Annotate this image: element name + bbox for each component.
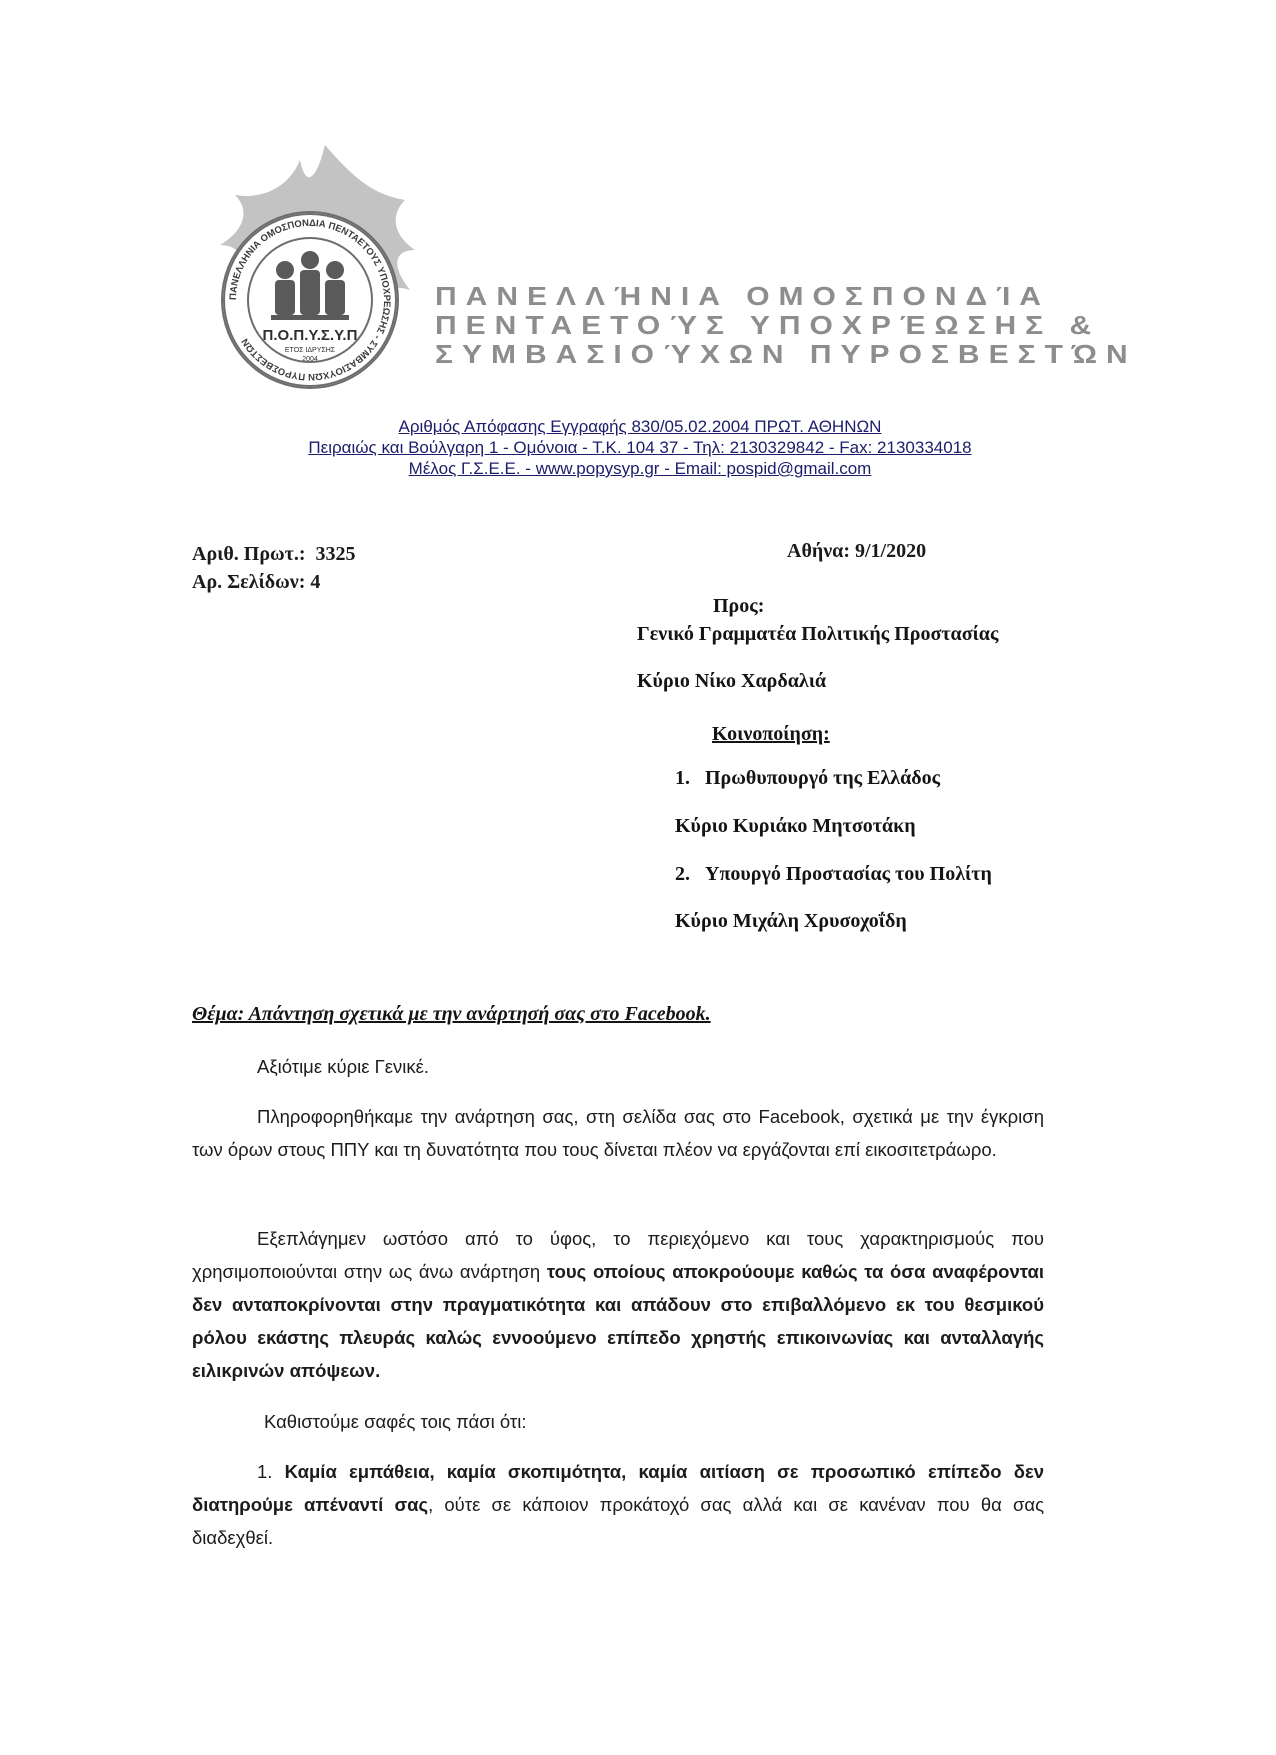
list-item-bold-text: Καμία εμπάθεια, καμία σκοπιμότητα, καμία αιτίαση σε προσωπικό επίπεδο δεν διατηρούμε απέναντί σας: [192, 1461, 1045, 1515]
cc-title: Πρωθυπουργό της Ελλάδος: [705, 767, 941, 789]
cc-name-2: Κύριο Μιχάλη Χρυσοχοΐδη: [675, 910, 907, 932]
registration-line: Αριθμός Απόφασης Εγγραφής 830/05.02.2004 ΠΡΩΤ. ΑΘΗΝΩΝ: [398, 417, 882, 436]
paragraph-1: Πληροφορηθήκαμε την ανάρτηση σας, στη σελίδα σας στο Facebook, σχετικά με την έγκριση των όρων στους ΠΠΥ και τη δυνατότητα που τους δίνεται πλέον να εργάζονται επί εικοσιτετράωρο.: [192, 1106, 1044, 1160]
salutation: Αξιότιμε κύριε Γενικέ.: [257, 1056, 430, 1077]
paragraph-2: [192, 1222, 1044, 1387]
contact-info: [230, 416, 1050, 479]
reference-block: [192, 540, 356, 596]
cc-number: 1.: [675, 767, 690, 789]
org-name-line: ΣΥΜΒΑΣΙΟΎΧΩΝ ΠΥΡΟΣΒΕΣΤΏΝ: [435, 340, 1137, 369]
cc-title: Υπουργό Προστασίας του Πολίτη: [705, 863, 992, 885]
letter-date: Αθήνα: 9/1/2020: [787, 540, 927, 562]
cc-label: Κοινοποίηση:: [712, 723, 830, 745]
emblem-ring-text: ΠΑΝΕΛΛΗΝΙΑ ΟΜΟΣΠΟΝΔΙΑ ΠΕΝΤΑΕΤΟΥΣ ΥΠΟΧΡΕΩΣΗΣ - ΣΥΜΒΑΣΙΟΥΧΩΝ ΠΥΡΟΣΒΕΣΤΩΝ: [227, 217, 393, 383]
cc-number: 2.: [675, 863, 690, 885]
to-recipient-title: Γενικό Γραμματέα Πολιτικής Προστασίας: [637, 623, 999, 645]
address-line: Πειραιώς και Βούλγαρη 1 - Ομόνοια - Τ.Κ. 104 37 - Τηλ: 2130329842 - Fax: 2130334018: [308, 438, 972, 457]
org-name-line: ΠΑΝΕΛΛΉΝΙΑ ΟΜΟΣΠΟΝΔΊΑ: [435, 283, 1050, 312]
to-label: Προς:: [713, 595, 765, 617]
emblem-founded-label: ΕΤΟΣ ΙΔΡΥΣΗΣ: [284, 347, 336, 354]
protocol-number: 3325: [315, 543, 356, 565]
paragraph-2-bold-text: τους οποίους αποκρούουμε καθώς τα όσα αναφέρονται δεν ανταποκρίνονται στην πραγματικότητα και απάδουν στο επιβαλλόμενο εκ του θεσμικού ρόλου εκάστης πλευράς καλώς εννοούμενο επίπεδο χρηστής επικοινωνίας και ανταλλαγής ειλικρινών απόψεων.: [192, 1261, 1044, 1381]
cc-name-1: Κύριο Κυριάκο Μητσοτάκη: [675, 815, 916, 837]
paragraph-2-text: Εξεπλάγημεν ωστόσο από το ύφος, το περιεχόμενο και τους χαρακτηρισμούς που χρησιμοποιούνται στην ως άνω ανάρτηση: [192, 1228, 1044, 1282]
protocol-label: Αριθ. Πρωτ.:: [192, 543, 306, 565]
paragraph-3: Καθιστούμε σαφές τοις πάσι ότι:: [264, 1411, 527, 1432]
to-recipient-name: Κύριο Νίκο Χαρδαλιά: [637, 670, 827, 692]
cc-item-1: [675, 767, 940, 790]
cc-item-2: [675, 863, 992, 886]
emblem-acronym: Π.Ο.Π.Υ.Σ.Υ.Π: [262, 327, 358, 344]
pages-label: Αρ. Σελίδων:: [192, 571, 306, 593]
list-item-1: [192, 1455, 1044, 1554]
union-emblem-logo: [205, 140, 455, 415]
org-name-line: ΠΕΝΤΑΕΤΟΎΣ ΥΠΟΧΡΈΩΣΗΣ &: [435, 311, 1101, 340]
emblem-founded-year: 2004: [302, 356, 318, 363]
membership-line: Μέλος Γ.Σ.Ε.Ε. - www.popysyp.gr - Email: pospid@gmail.com: [408, 459, 872, 478]
subject-line: Θέμα: Απάντηση σχετικά με την ανάρτησή σας στο Facebook.: [192, 1003, 711, 1025]
list-item-number: 1.: [257, 1461, 273, 1482]
list-item-text: , ούτε σε κάποιον προκάτοχό σας αλλά και σε κανέναν που θα σας διαδεχθεί.: [192, 1494, 1044, 1548]
pages-count: 4: [310, 571, 321, 593]
organization-name: [435, 283, 1137, 370]
